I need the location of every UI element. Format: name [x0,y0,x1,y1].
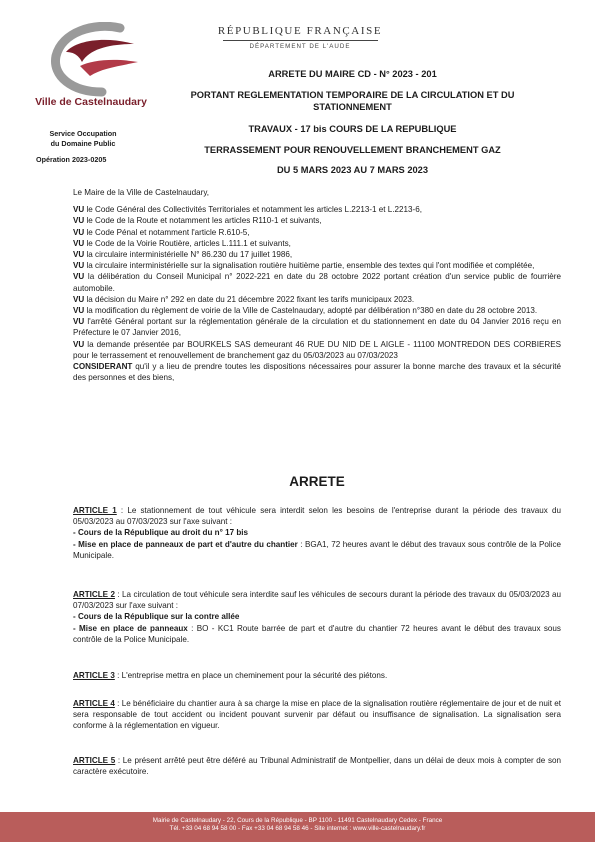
article-1: ARTICLE 1 : Le stationnement de tout véhicule sera interdit selon les besoins de l'entreprise durant la période des travaux du 05/03/2023 au 07/03/2023 sur l'axe suivant : - Cours de la République au droit du n° 17 bis - Mise en place de panneaux de part et d'autre du chantier : BGA1, 72 heures avant le début des travaux sous contrôle de la Police Municipale. [73,506,561,560]
service-label [28,129,138,148]
article-1-axis: - Cours de la République au droit du n° 17 bis [73,528,249,538]
consideration-5: VU la circulaire interministérielle N° 86.230 du 17 juillet 1986, [73,250,293,260]
considerations-block [73,187,561,383]
consideration-12: CONSIDERANT qu'il y a lieu de prendre toutes les dispositions nécessaires pour assurer la bonne marche des travaux et la sécurité des personnes et des biens, [73,362,561,383]
article-2-axis: - Cours de la République sur la contre allée [73,612,240,622]
department-title: DÉPARTEMENT DE L'AUDE [249,43,351,50]
consideration-4: VU le Code de la Voirie Routière, articles L.111.1 et suivants, [73,238,291,248]
logo-city-name: Ville de Castelnaudary [35,96,147,108]
consideration-3: VU le Code Pénal et notamment l'article R.610-5, [73,227,250,237]
consideration-6: VU la circulaire interministérielle sur la signalisation routière huitième partie, ensemble des textes qui l'ont modifiée et complétée, [73,261,535,271]
header-divider [223,40,378,41]
consideration-9: VU la modification du règlement de voirie de la Ville de Castelnaudary, adopté par délibération n°380 en date du 28 octobre 2013. [73,306,538,316]
decree-subject-line-2: STATIONNEMENT [313,102,392,112]
article-2: ARTICLE 2 : La circulation de tout véhicule sera interdite sauf les véhicules de secours durant la période des travaux du 05/03/2023 au 07/03/2023 sur l'axe suivant : - Cours de la République sur la contre allée - Mise en place de panneaux : BO - KC1 Route barrée de part et d'autre du chantier 72 heures avant le début des travaux sous contrôle de la Police Municipale. [73,590,561,644]
footer-address: Mairie de Castelnaudary - 22, Cours de la République - BP 1100 - 11491 Castelnaudary Cedex - France [152,817,443,824]
consideration-10: VU l'arrêté Général portant sur la réglementation générale de la circulation et du stationnement en date du 04 Janvier 2016 reçu en Préfecture le 07 Janvier 2016, [73,317,561,338]
article-4-label: ARTICLE 4 [73,699,115,708]
article-1-label: ARTICLE 1 [73,506,117,515]
consideration-11: VU la demande présentée par BOURKELS SAS demeurant 46 RUE DU NID DE L AIGLE - 11100 MONTREDON DES CORBIERES pour le terrassement et renouvellement de branchement gaz du 05/03/2023 au 07/03/2023 [73,339,561,360]
consideration-2: VU le Code de la Route et notamment les articles R110-1 et suivants, [73,216,322,226]
article-5: ARTICLE 5 : Le présent arrêté peut être déféré au Tribunal Administratif de Montpellier, dans un délai de deux mois à compter de son caractère exécutoire. [73,756,561,777]
decree-number: ARRETE DU MAIRE CD - N° 2023 - 201 [268,69,437,79]
intro-line: Le Maire de la Ville de Castelnaudary, [73,188,210,197]
article-5-label: ARTICLE 5 [73,756,116,765]
service-line-2: du Domaine Public [50,138,116,148]
consideration-1: VU le Code Général des Collectivités Territoriales et notamment les articles L.2213-1 et L.2213-6, [73,205,422,215]
footer-contact: Tél. +33 04 68 94 58 00 - Fax +33 04 68 94 58 46 - Site internet : www.ville-castelnaudary.fr [169,825,426,833]
works-dates: DU 5 MARS 2023 AU 7 MARS 2023 [276,165,429,175]
works-location: TRAVAUX - 17 bis COURS DE LA REPUBLIQUE [248,124,457,134]
republic-title: RÉPUBLIQUE FRANÇAISE [217,25,383,37]
consideration-7: VU la délibération du Conseil Municipal n° 2022-221 en date du 28 octobre 2022 portant création d'un service public de fourrière automobile. [73,272,561,293]
article-3-label: ARTICLE 3 [73,671,115,680]
arrete-heading: ARRETE [289,474,345,489]
article-2-label: ARTICLE 2 [73,590,115,599]
service-line-1: Service Occupation [49,129,117,138]
works-description: TERRASSEMENT POUR RENOUVELLEMENT BRANCHEMENT GAZ [204,145,501,155]
operation-number: Opération 2023-0205 [36,155,107,164]
decree-subject-line-1: PORTANT REGLEMENTATION TEMPORAIRE DE LA CIRCULATION ET DU [190,90,515,100]
article-4: ARTICLE 4 : Le bénéficiaire du chantier aura à sa charge la mise en place de la signalisation routière réglementaire de jour et de nuit et sera responsable de tout accident ou incident pouvant survenir par défaut ou insuffisance de signalisation. La signalisation sera conforme à la réglementation en vigueur. [73,699,561,731]
article-3: ARTICLE 3 : L'entreprise mettra en place un cheminement pour la sécurité des piétons. [73,671,388,680]
page-footer [0,812,595,842]
consideration-8: VU la décision du Maire n° 292 en date du 21 décembre 2022 fixant les tarifs municipaux 2023. [73,294,415,304]
